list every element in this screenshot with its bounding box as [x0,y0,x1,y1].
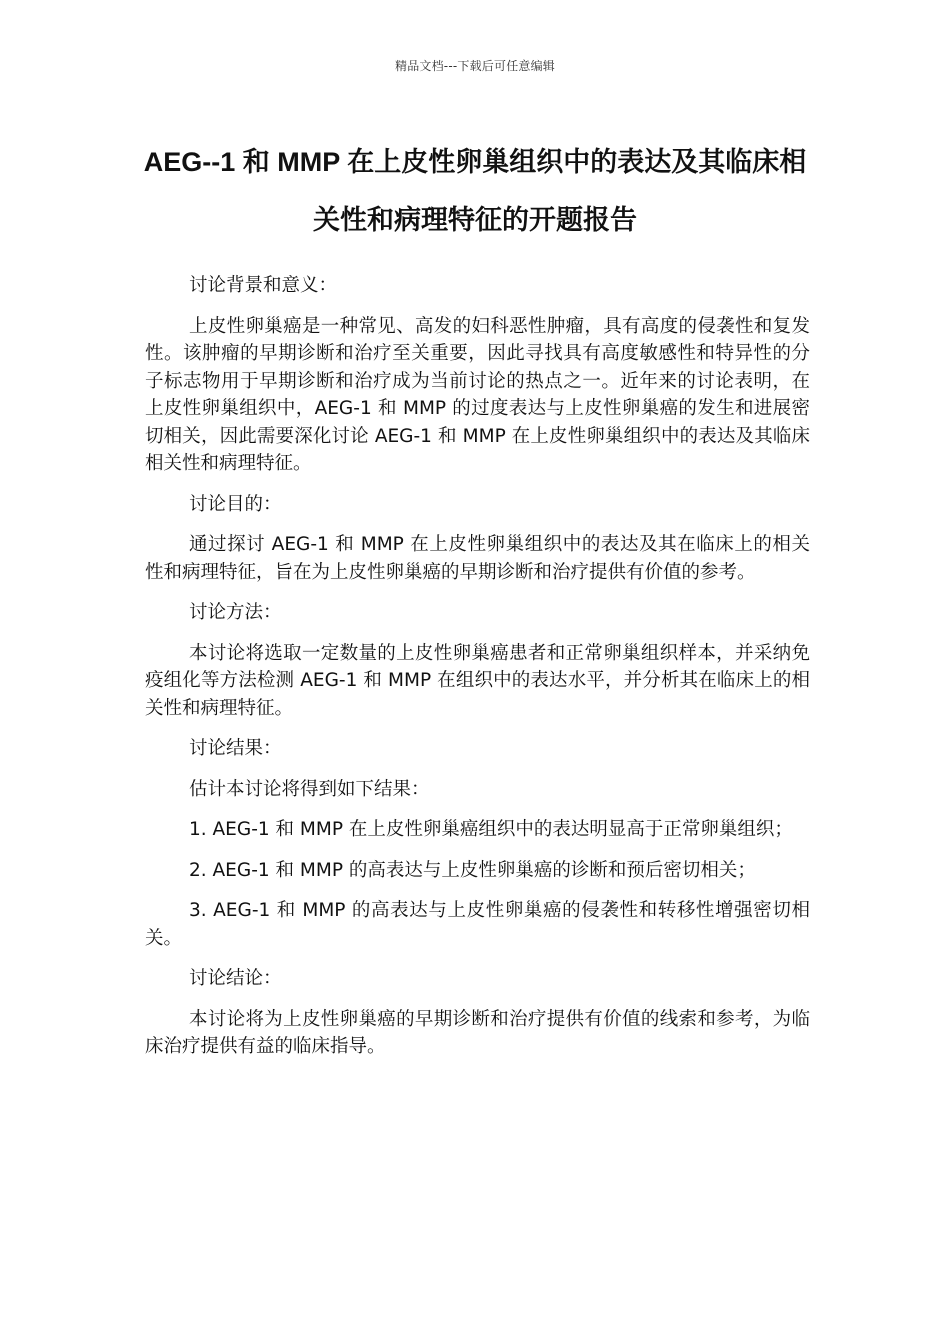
document-body [145,272,810,1074]
purpose-paragraph: 通过探讨 AEG-1 和 MMP 在上皮性卵巢组织中的表达及其在临床上的相关性和病理特征，旨在为上皮性卵巢癌的早期诊断和治疗提供有价值的参考。 [145,534,810,583]
document-title: AEG--1 和 MMP 在上皮性卵巢组织中的表达及其临床相关性和病理特征的开题报告 [143,147,807,235]
result-item: 3. AEG-1 和 MMP 的高表达与上皮性卵巢癌的侵袭性和转移性增强密切相关。 [145,900,810,949]
method-paragraph: 本讨论将选取一定数量的上皮性卵巢癌患者和正常卵巢组织样本，并采纳免疫组化等方法检测 AEG-1 和 MMP 在组织中的表达水平，并分析其在临床上的相关性和病理特征。 [145,642,810,719]
conclusion-paragraph: 本讨论将为上皮性卵巢癌的早期诊断和治疗提供有价值的线索和参考，为临床治疗提供有益的临床指导。 [145,1008,810,1057]
background-paragraph: 上皮性卵巢癌是一种常见、高发的妇科恶性肿瘤，具有高度的侵袭性和复发性。该肿瘤的早期诊断和治疗至关重要，因此寻找具有高度敏感性和特异性的分子标志物用于早期诊断和治疗成为当前讨论的热点之一。近年来的讨论表明，在上皮性卵巢组织中，AEG-1 和 MMP 的过度表达与上皮性卵巢癌的发生和进展密切相关，因此需要深化讨论 AEG-1 和 MMP 在上皮性卵巢组织中的表达及其临床相关性和病理特征。 [145,315,810,474]
method-heading: 讨论方法： [189,602,282,623]
results-heading: 讨论结果： [189,738,282,759]
purpose-heading: 讨论目的： [189,493,282,515]
header-note: 精品文档---下载后可任意编辑 [395,59,555,73]
background-heading: 讨论背景和意义： [189,275,338,296]
result-item: 2. AEG-1 和 MMP 的高表达与上皮性卵巢癌的诊断和预后密切相关； [189,859,756,881]
conclusion-heading: 讨论结论： [189,968,282,989]
result-item: 1. AEG-1 和 MMP 在上皮性卵巢癌组织中的表达明显高于正常卵巢组织； [189,819,793,840]
results-intro: 估计本讨论将得到如下结果： [189,778,430,800]
